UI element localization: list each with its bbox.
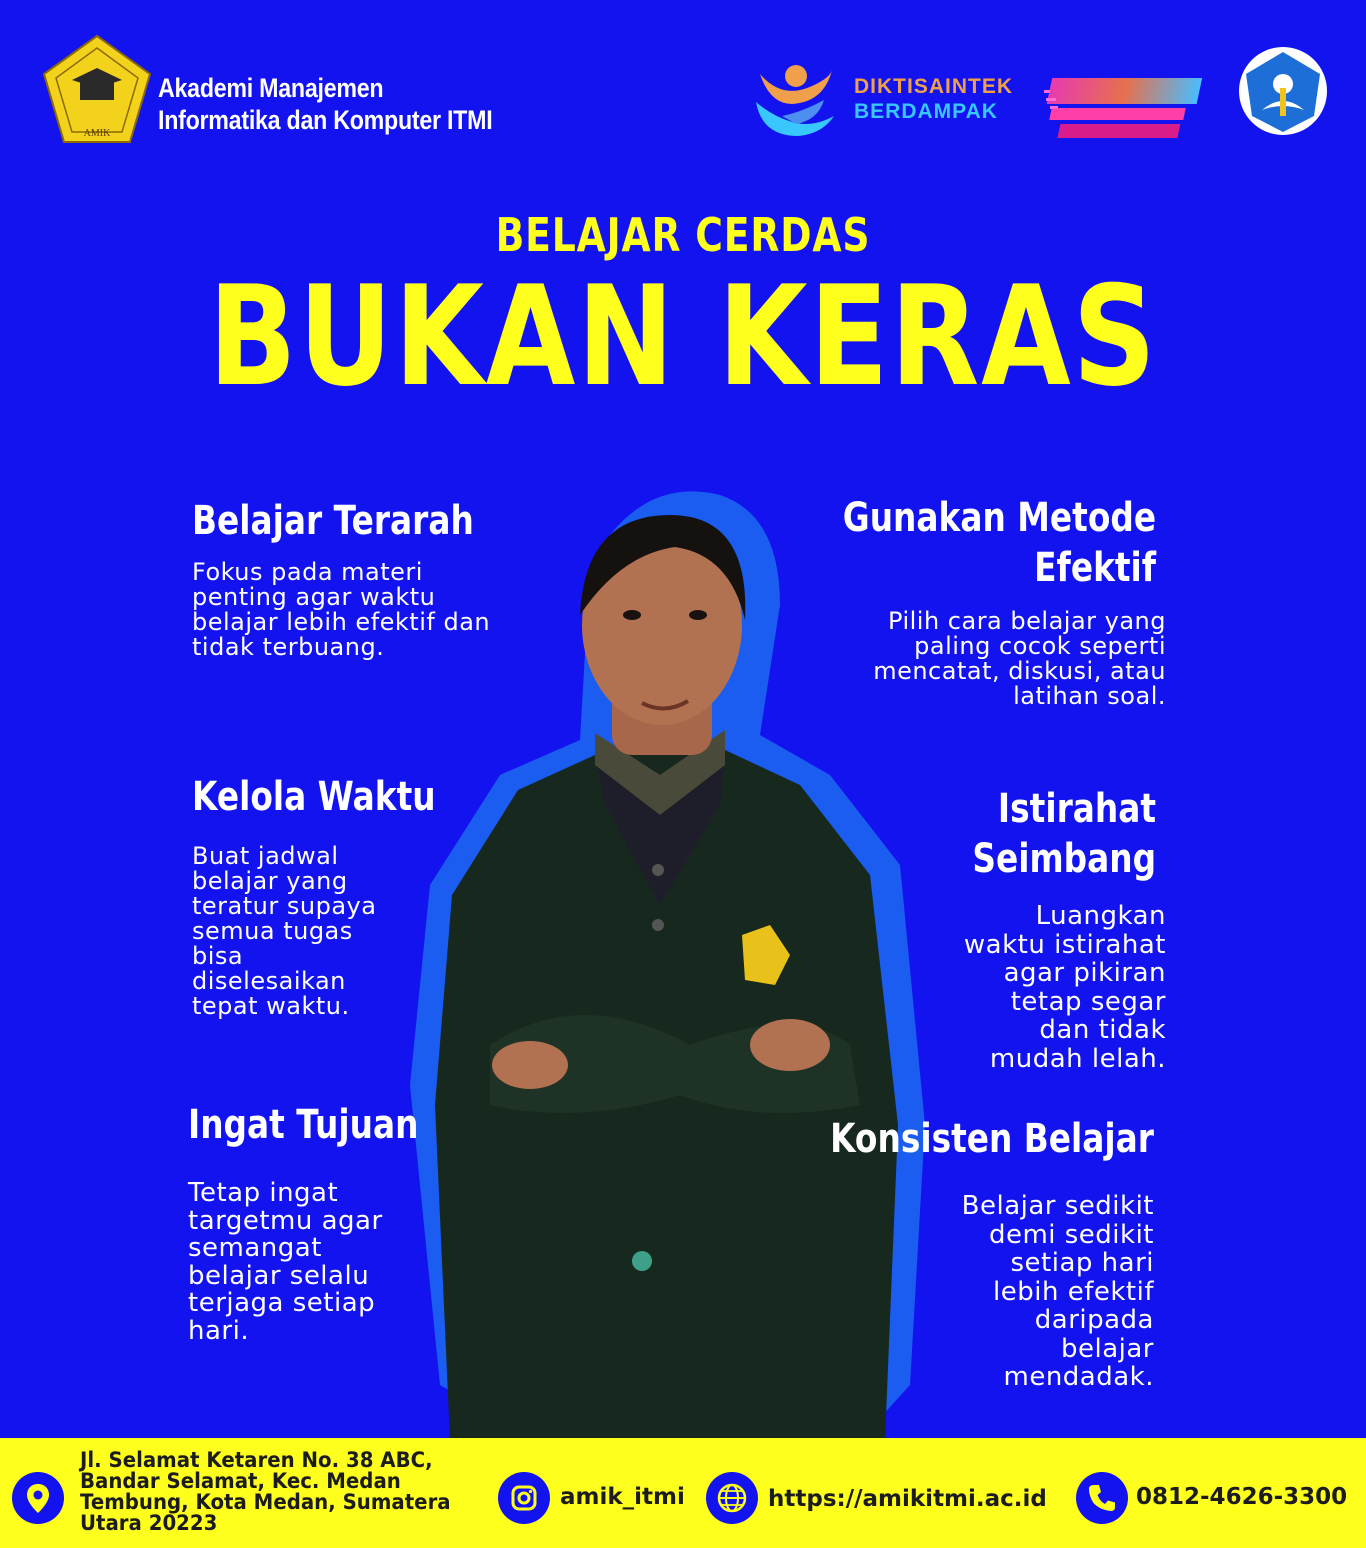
tip-title: Kelola Waktu [192,774,436,820]
tip-line: belajar lebih efektif dan [192,608,491,636]
tip-title-line: Efektif [1034,545,1156,591]
headline-small: BELAJAR CERDAS [495,208,871,262]
tip-line: Fokus pada materi [192,558,423,586]
instagram-icon [498,1472,550,1524]
address-line: Utara 20223 [80,1511,218,1535]
amik-itmi-logo [40,34,154,146]
tip-line: semua tugas [192,917,353,945]
instagram-handle[interactable]: amik_itmi [560,1484,685,1510]
tip-istirahat-seimbang [932,784,1166,1074]
tip-line: dan tidak [1039,1015,1166,1045]
tip-line: waktu istirahat [963,929,1166,960]
tip-line: tidak terbuang. [192,633,385,661]
tip-title-line: Istirahat [997,786,1156,832]
address-line: Bandar Selamat, Kec. Medan [80,1469,401,1493]
tip-line: Pilih cara belajar yang [888,607,1166,635]
tip-line: daripada [1034,1305,1154,1335]
tut-wuri-handayani-logo [1236,44,1330,138]
contact-footer [0,1438,1366,1548]
tip-line: Belajar sedikit [961,1191,1154,1221]
tip-line: tetap segar [1010,986,1166,1017]
tip-line: terjaga setiap [188,1288,376,1318]
partner-name-line2: BERDAMPAK [854,100,998,123]
tip-line: mudah lelah. [989,1043,1166,1074]
tip-metode-efektif [774,493,1166,710]
phone-icon [1076,1472,1128,1524]
tip-title: Belajar Terarah [192,498,474,544]
tip-line: tepat waktu. [192,992,350,1020]
tip-line: Buat jadwal [192,842,339,870]
tip-title: Ingat Tujuan [188,1102,419,1148]
tip-body [192,844,489,1019]
tip-body [932,902,1166,1073]
tip-line: belajar selalu [188,1260,370,1291]
tip-body [192,560,536,660]
tip-line: hari. [188,1315,250,1346]
tip-line: Tetap ingat [188,1178,339,1208]
institution-name [158,72,492,136]
tip-line: penting agar waktu [192,583,436,611]
tip-line: bisa [192,942,244,970]
tip-line: belajar yang [192,867,348,895]
tip-konsisten-belajar [759,1114,1154,1392]
tip-belajar-terarah [192,496,536,660]
address [80,1450,451,1534]
tip-body [759,1192,1154,1392]
tip-line: agar pikiran [1003,958,1166,988]
vokasi-logo [1044,60,1214,148]
logo-text: AMIK [83,128,111,139]
tip-line: setiap hari [1010,1248,1154,1278]
tip-title-line: Gunakan Metode [842,495,1156,541]
phone-number[interactable]: 0812-4626-3300 [1136,1484,1348,1510]
tip-title: Konsisten Belajar [830,1116,1154,1162]
headline-big: BUKAN KERAS [208,256,1158,417]
tip-line: diselesaikan [192,967,346,995]
globe-icon [706,1472,758,1524]
tip-title [972,784,1156,884]
location-icon [12,1472,64,1524]
institution-name-line1: Akademi Manajemen [158,73,384,103]
diktisaintek-wordmark [854,74,1013,124]
website-link[interactable]: https://amikitmi.ac.id [768,1486,1047,1512]
tip-line: mendadak. [1003,1362,1154,1392]
tip-ingat-tujuan [188,1100,469,1345]
tip-line: latihan soal. [1013,682,1166,710]
address-line: Tembung, Kota Medan, Sumatera [80,1490,451,1514]
diktisaintek-logo-icon [752,56,838,142]
tip-body [188,1180,469,1345]
tip-title-line: Seimbang [972,836,1156,882]
tip-line: lebih efektif [993,1276,1154,1307]
partner-name-line1: DIKTISAINTEK [854,75,1013,98]
address-line: Jl. Selamat Ketaren No. 38 ABC, [80,1448,433,1472]
tip-line: targetmu agar [188,1205,383,1236]
tip-line: semangat [188,1233,322,1263]
institution-name-line2: Informatika dan Komputer ITMI [158,105,493,135]
tip-line: Luangkan [1035,901,1166,931]
tip-line: paling cocok seperti [914,632,1166,660]
tip-line: teratur supaya [192,892,377,920]
tip-line: demi sedikit [988,1219,1154,1250]
tip-body [774,609,1166,709]
tip-title [843,493,1156,593]
tip-kelola-waktu [192,772,489,1019]
tip-line: mencatat, diskusi, atau [873,657,1166,685]
tip-line: belajar [1060,1333,1154,1364]
